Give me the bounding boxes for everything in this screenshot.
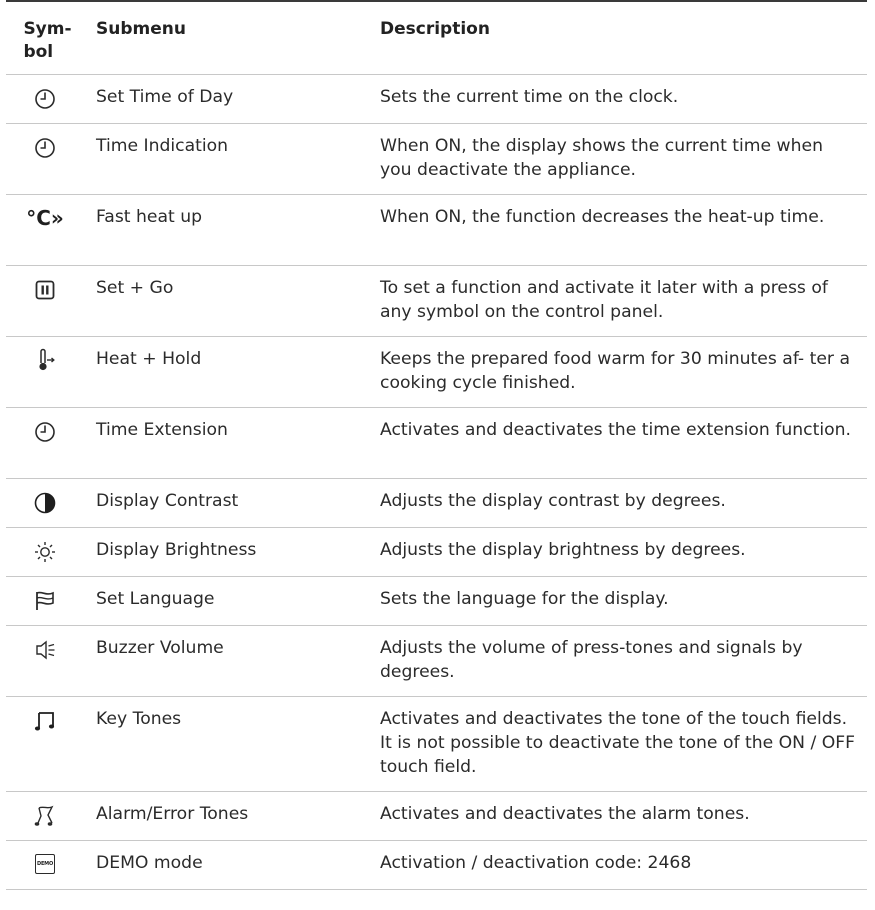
row-submenu: Set + Go <box>96 278 174 298</box>
header-symbol-line2: bol <box>23 42 54 62</box>
row-description: Keeps the prepared food warm for 30 minutes af- ter a cooking cycle finished. <box>380 349 850 393</box>
contrast-icon <box>32 490 58 516</box>
header-symbol-line1: Sym- <box>23 19 72 39</box>
fast-heat-up-icon: °C» <box>26 206 64 230</box>
table-row <box>6 408 867 479</box>
row-description: When ON, the display shows the current time when you deactivate the appliance. <box>380 136 823 180</box>
row-submenu: Time Extension <box>96 420 228 440</box>
row-description: Activates and deactivates the tone of the touch fields. It is not possible to deactivate the tone of the ON / OFF touch field. <box>380 709 856 777</box>
row-description: Sets the language for the display. <box>380 589 669 609</box>
language-flag-icon <box>32 588 58 614</box>
table-row <box>6 195 867 266</box>
header-symbol <box>6 2 84 74</box>
table-row <box>6 337 867 408</box>
table-row <box>6 528 867 577</box>
row-submenu: Set Language <box>96 589 215 609</box>
thermometer-arrow-icon <box>32 348 58 374</box>
row-submenu: Heat + Hold <box>96 349 202 369</box>
table-row <box>6 124 867 195</box>
row-description: Sets the current time on the clock. <box>380 87 679 107</box>
clock-icon <box>32 86 58 112</box>
row-description: Adjusts the display brightness by degrees. <box>380 540 746 560</box>
row-submenu: Fast heat up <box>96 207 203 227</box>
table-row <box>6 697 867 792</box>
header-description: Description <box>380 19 490 39</box>
table-header <box>6 2 867 75</box>
table-row <box>6 75 867 124</box>
row-description: Adjusts the display contrast by degrees. <box>380 491 726 511</box>
row-description: Activation / deactivation code: 2468 <box>380 853 692 873</box>
table-row <box>6 626 867 697</box>
row-description: Adjusts the volume of press-tones and signals by degrees. <box>380 638 803 682</box>
row-submenu: Buzzer Volume <box>96 638 224 658</box>
table-row <box>6 479 867 528</box>
row-submenu: Set Time of Day <box>96 87 234 107</box>
pause-icon <box>32 277 58 303</box>
demo-icon: DEMO <box>35 854 55 874</box>
row-description: Activates and deactivates the alarm tones. <box>380 804 750 824</box>
row-submenu: DEMO mode <box>96 853 203 873</box>
row-description: To set a function and activate it later with a press of any symbol on the control panel. <box>380 278 828 322</box>
row-submenu: Display Brightness <box>96 540 257 560</box>
music-note-icon <box>32 708 58 734</box>
table-row <box>6 577 867 626</box>
row-submenu: Time Indication <box>96 136 229 156</box>
row-description: Activates and deactivates the time extension function. <box>380 420 851 440</box>
table-row <box>6 792 867 841</box>
row-submenu: Display Contrast <box>96 491 239 511</box>
row-submenu: Key Tones <box>96 709 182 729</box>
header-submenu: Submenu <box>96 19 186 39</box>
row-description: When ON, the function decreases the heat-up time. <box>380 207 825 227</box>
brightness-sun-icon <box>32 539 58 565</box>
row-submenu: Alarm/Error Tones <box>96 804 249 824</box>
speaker-volume-icon <box>32 637 58 663</box>
alarm-tone-icon <box>32 803 58 829</box>
table-row <box>6 841 867 890</box>
table-row <box>6 266 867 337</box>
clock-icon <box>32 135 58 161</box>
submenu-table <box>6 0 867 890</box>
clock-icon <box>32 419 58 445</box>
